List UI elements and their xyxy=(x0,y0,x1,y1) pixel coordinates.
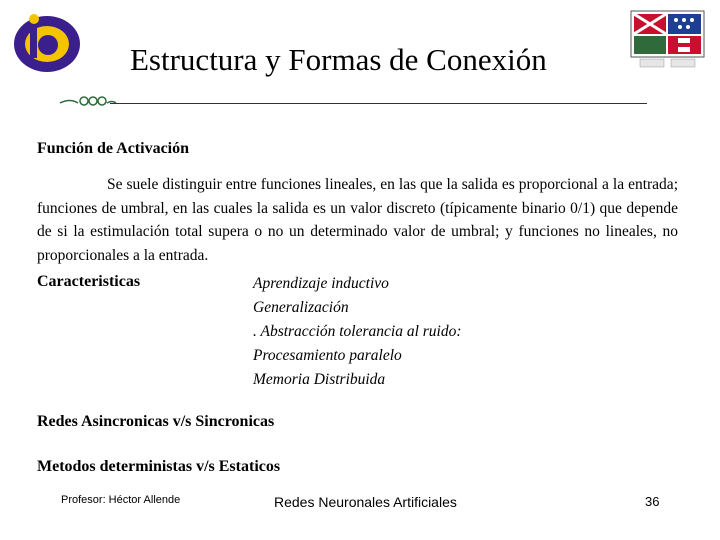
activation-paragraph xyxy=(37,173,678,267)
list-item: Aprendizaje inductivo xyxy=(253,275,389,292)
page-number: 36 xyxy=(645,494,660,509)
list-item: Procesamiento paralelo xyxy=(253,347,402,364)
ornament-icon xyxy=(58,94,118,108)
list-item: Memoria Distribuida xyxy=(253,371,386,388)
footer-author: Profesor: Héctor Allende xyxy=(61,494,181,506)
activation-heading: Función de Activación xyxy=(37,140,190,157)
characteristics-list xyxy=(253,272,462,392)
footer-course: Redes Neuronales Artificiales xyxy=(274,494,457,510)
activation-text: Se suele distinguir entre funciones lineales, en las que la salida es proporcional a la entrada; funciones de umbral, en las cuales la salida es un valor discreto (típicamente binario 0/1) que depende de si la estimulación total supera o no un determinado valor de umbral; y funciones no lineales, no proporcionales a la entrada. xyxy=(37,176,678,264)
methods-heading: Metodos deterministas v/s Estaticos xyxy=(37,458,281,475)
characteristics-heading: Caracteristicas xyxy=(37,273,141,290)
async-heading: Redes Asincronicas v/s Sincronicas xyxy=(37,413,275,430)
university-crest-icon xyxy=(630,10,705,70)
list-item: Generalización xyxy=(253,299,349,316)
slide-title: Estructura y Formas de Conexión xyxy=(130,42,547,77)
list-item: . Abstracción tolerancia al ruido: xyxy=(253,323,462,340)
title-divider xyxy=(110,103,647,104)
university-logo-icon xyxy=(10,10,85,75)
